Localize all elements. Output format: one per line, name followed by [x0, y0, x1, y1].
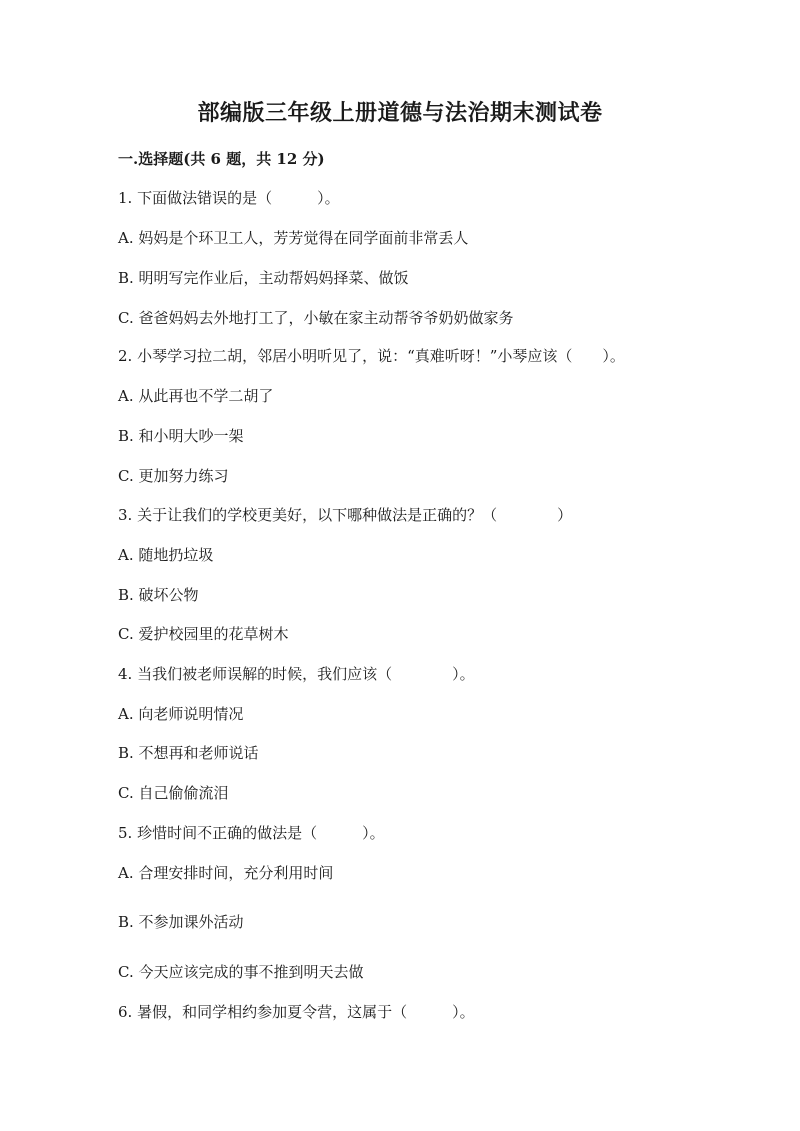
question-4-option-c: C. 自己偷偷流泪: [118, 784, 229, 802]
section-heading: 一.选择题(共 6 题，共 12 分): [118, 150, 325, 168]
question-2-option-a: A. 从此再也不学二胡了: [118, 387, 274, 405]
question-1-option-c: C. 爸爸妈妈去外地打工了，小敏在家主动帮爷爷奶奶做家务: [118, 309, 514, 327]
question-6-stem: 6. 暑假，和同学相约参加夏令营，这属于（ ）。: [118, 1003, 475, 1021]
question-2-option-b: B. 和小明大吵一架: [118, 427, 244, 445]
question-4-option-b: B. 不想再和老师说话: [118, 744, 259, 762]
question-4-stem: 4. 当我们被老师误解的时候，我们应该（ ）。: [118, 665, 475, 683]
question-1-option-b: B. 明明写完作业后，主动帮妈妈择菜、做饭: [118, 269, 409, 287]
question-4-option-a: A. 向老师说明情况: [118, 705, 244, 723]
question-1-stem: 1. 下面做法错误的是（ ）。: [118, 189, 340, 207]
question-5-stem: 5. 珍惜时间不正确的做法是（ ）。: [118, 824, 385, 842]
question-2-option-c: C. 更加努力练习: [118, 467, 229, 485]
question-1-option-a: A. 妈妈是个环卫工人，芳芳觉得在同学面前非常丢人: [118, 229, 469, 247]
question-5-option-b: B. 不参加课外活动: [118, 913, 244, 931]
question-2-stem: 2. 小琴学习拉二胡，邻居小明听见了，说：“真难听呀！”小琴应该（ ）。: [118, 347, 625, 365]
question-3-option-a: A. 随地扔垃圾: [118, 546, 214, 564]
page-title: 部编版三年级上册道德与法治期末测试卷: [197, 100, 603, 126]
question-5-option-c: C. 今天应该完成的事不推到明天去做: [118, 963, 364, 981]
question-3-option-c: C. 爱护校园里的花草树木: [118, 625, 289, 643]
question-5-option-a: A. 合理安排时间，充分利用时间: [118, 864, 334, 882]
question-3-option-b: B. 破坏公物: [118, 586, 199, 604]
question-3-stem: 3. 关于让我们的学校更美好，以下哪种做法是正确的？（ ）: [118, 506, 573, 524]
